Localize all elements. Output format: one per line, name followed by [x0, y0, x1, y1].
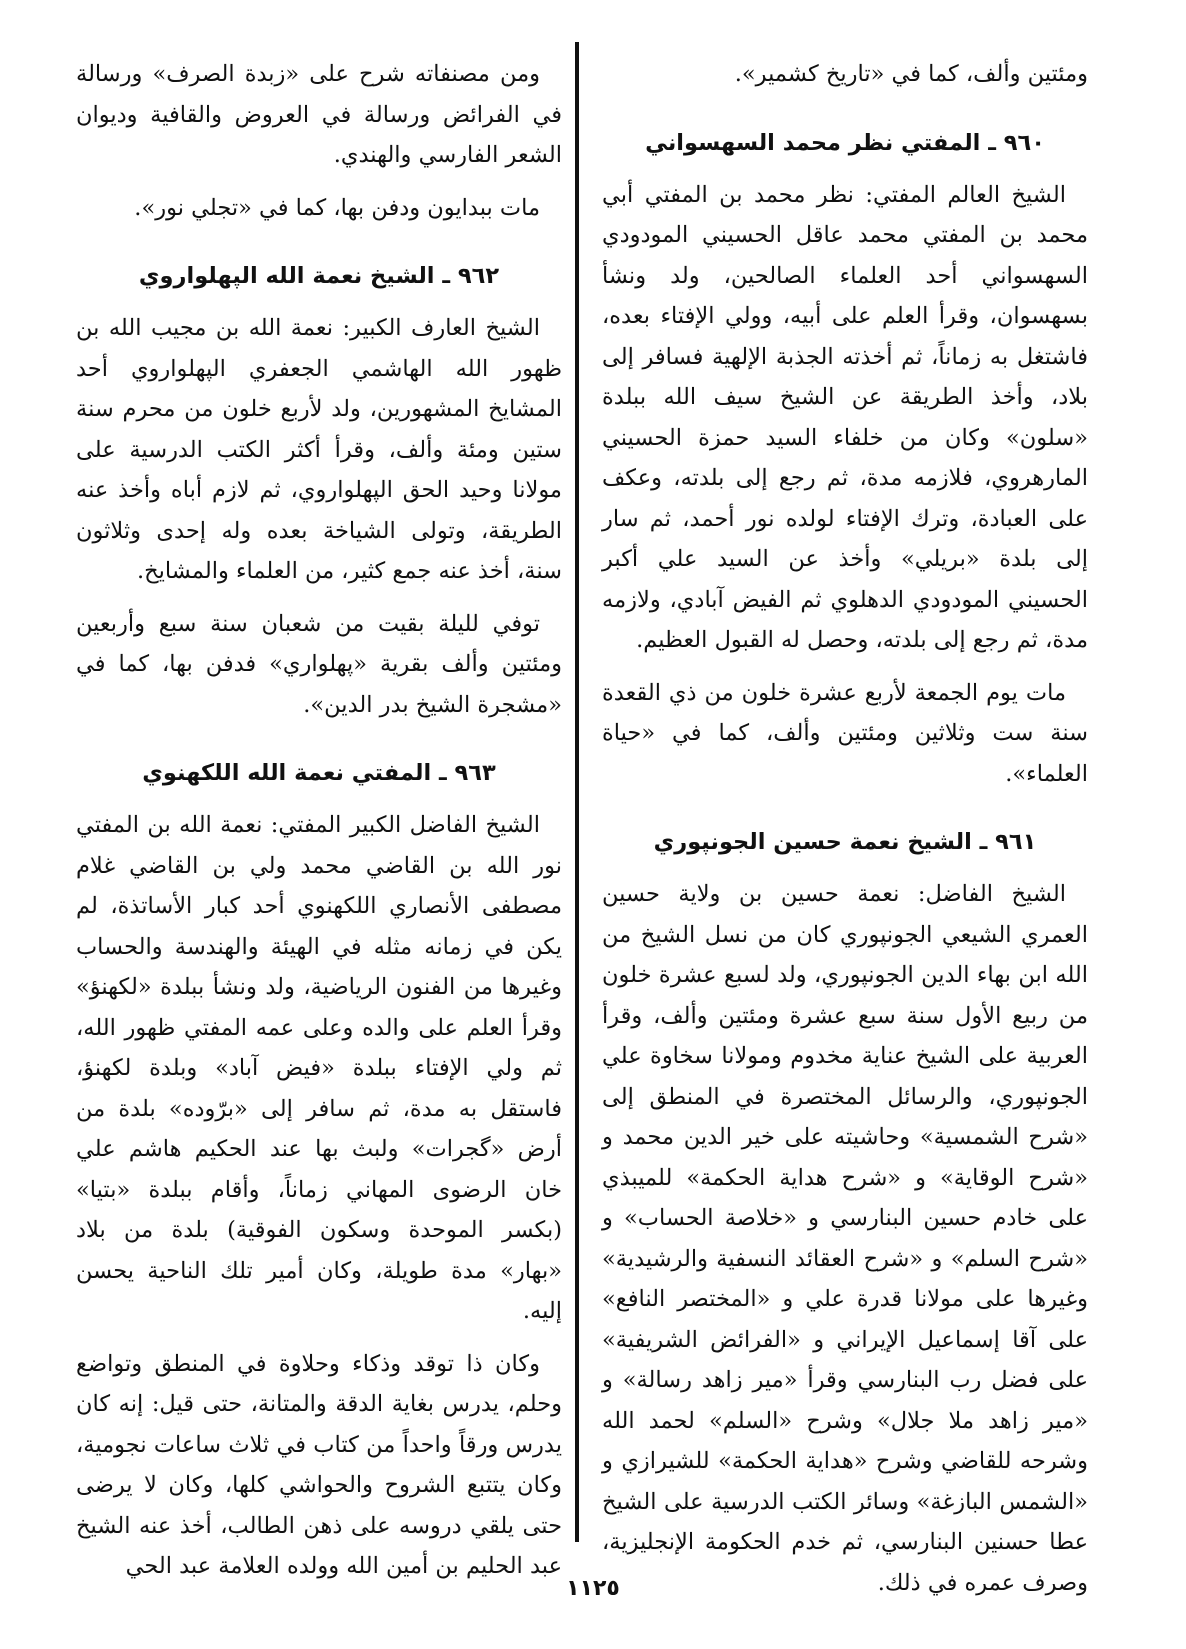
- entry-960-paragraph-2: مات يوم الجمعة لأربع عشرة خلون من ذي القعدة سنة ست وثلاثين ومئتين وألف، كما في «حياة العلماء».: [602, 679, 1088, 787]
- continuation-paragraph-1: ومن مصنفاته شرح على «زبدة الصرف» ورسالة في الفرائض ورسالة في العروض والقافية وديوان الشعر الفارسي والهندي.: [76, 61, 562, 168]
- continuation-text: ومئتين وألف، كما في «تاريخ كشمير».: [734, 61, 1088, 87]
- left-column: [76, 54, 562, 1599]
- entry-962-paragraph-2: توفي لليلة بقيت من شعبان سنة سبع وأربعين ومئتين وألف بقرية «پهلواري» فدفن بها، كما في «مشجرة الشيخ بدر الدين».: [76, 610, 562, 718]
- entry-960-paragraph-1: الشيخ العالم المفتي: نظر محمد بن المفتي أبي محمد بن المفتي محمد عاقل الحسيني المودودي السهسواني أحد العلماء الصالحين، ولد ونشأ بسهسوان، وقرأ العلم على أبيه، وولي الإفتاء بعده، فاشتغل به زماناً، ثم أخذته الجذبة الإلهية فسافر إلى بلاد، وأخذ الطريقة عن الشيخ سيف الله ببلدة «سلون» وكان من خلفاء السيد حمزة الحسيني المارهروي، فلازمه مدة، ثم رجع إلى بلدته، وعكف على العبادة، وترك الإفتاء لولده نور أحمد، ثم سار إلى بلدة «بريلي» وأخذ عن السيد علي أكبر الحسيني المودودي الدهلوي ثم الفيض آبادي، ولازمه مدة، ثم رجع إلى بلدته، وحصل له القبول العظيم.: [602, 181, 1088, 653]
- entry-962-paragraph-1: الشيخ العارف الكبير: نعمة الله بن مجيب الله بن ظهور الله الهاشمي الجعفري الپهلواروي أحد المشايخ المشهورين، ولد لأربع خلون من محرم سنة ستين ومئة وألف، وقرأ أكثر الكتب الدرسية على مولانا وحيد الحق الپهلواروي، ثم لازم أباه وأخذ عنه الطريقة، وتولى الشياخة بعده وله إحدى وثلاثون سنة، أخذ عنه جمع كثير، من العلماء والمشايخ.: [76, 315, 562, 584]
- entry-heading-962: ٩٦٢ ـ الشيخ نعمة الله الپهلواروي: [138, 263, 500, 289]
- entry-963-paragraph-2: وكان ذا توقد وذكاء وحلاوة في المنطق وتواضع وحلم، يدرس بغاية الدقة والمتانة، حتى قيل: إنه كان يدرس ورقاً واحداً من كتاب في ثلاث ساعات نجومية، وكان يتتبع الشروح والحواشي كلها، وكان لا يرضى حتى يلقي دروسه على ذهن الطالب، أخذ عنه الشيخ عبد الحليم بن أمين الله وولده العلامة عبد الحي: [76, 1350, 562, 1579]
- continuation-paragraph-2: مات ببدايون ودفن بها، كما في «تجلي نور».: [134, 194, 540, 221]
- entry-heading-960: ٩٦٠ ـ المفتي نظر محمد السهسواني: [645, 129, 1045, 156]
- column-divider: [575, 42, 579, 1542]
- entry-heading-961: ٩٦١ ـ الشيخ نعمة حسين الجونپوري: [653, 829, 1037, 855]
- entry-heading-963: ٩٦٣ ـ المفتي نعمة الله اللكهنوي: [142, 760, 496, 786]
- page-number: ١١٢٥: [566, 1576, 620, 1601]
- right-column: [602, 54, 1088, 1615]
- entry-961-paragraph-1: الشيخ الفاضل: نعمة حسين بن ولاية حسين العمري الشيعي الجونپوري كان من نسل الشيخ من الله ابن بهاء الدين الجونپوري، ولد لسبع عشرة خلون من ربيع الأول سنة سبع عشرة ومئتين وألف، وقرأ العربية على الشيخ عناية مخدوم ومولانا سخاوة علي الجونپوري، والرسائل المختصرة في المنطق إلى «شرح الشمسية» وحاشيته على خير الدين محمد و «شرح الوقاية» و «شرح هداية الحكمة» للميبذي على خادم حسين البنارسي و «خلاصة الحساب» و «شرح السلم» و «شرح العقائد النسفية والرشيدية» وغيرها على مولانا قدرة علي و «المختصر النافع» على آقا إسماعيل الإيراني و «الفرائض الشريفية» على فضل رب البنارسي وقرأ «مير زاهد رسالة» و «مير زاهد ملا جلال» وشرح «السلم» لحمد الله وشرحه للقاضي وشرح «هداية الحكمة» للشيرازي و «الشمس البازغة» وسائر الكتب الدرسية على الشيخ عطا حسنين البنارسي، ثم خدم الحكومة الإنجليزية، وصرف عمره في ذلك.: [602, 881, 1088, 1596]
- entry-963-paragraph-1: الشيخ الفاضل الكبير المفتي: نعمة الله بن المفتي نور الله بن القاضي محمد ولي بن القاضي غلام مصطفى الأنصاري اللكهنوي أحد كبار الأساتذة، لم يكن في زمانه مثله في الهيئة والهندسة والحساب وغيرها من الفنون الرياضية، ولد ونشأ ببلدة «لكهنؤ» وقرأ العلم على والده وعلى عمه المفتي ظهور الله، ثم ولي الإفتاء ببلدة «فيض آباد» وبلدة لكهنؤ، فاستقل به مدة، ثم سافر إلى «برّوده» بلدة من أرض «گجرات» ولبث بها عند الحكيم هاشم علي خان الرضوى المهاني زماناً، وأقام ببلدة «بتيا» (بكسر الموحدة وسكون الفوقية) بلدة من بلاد «بهار» مدة طويلة، وكان أمير تلك الناحية يحسن إليه.: [76, 812, 562, 1324]
